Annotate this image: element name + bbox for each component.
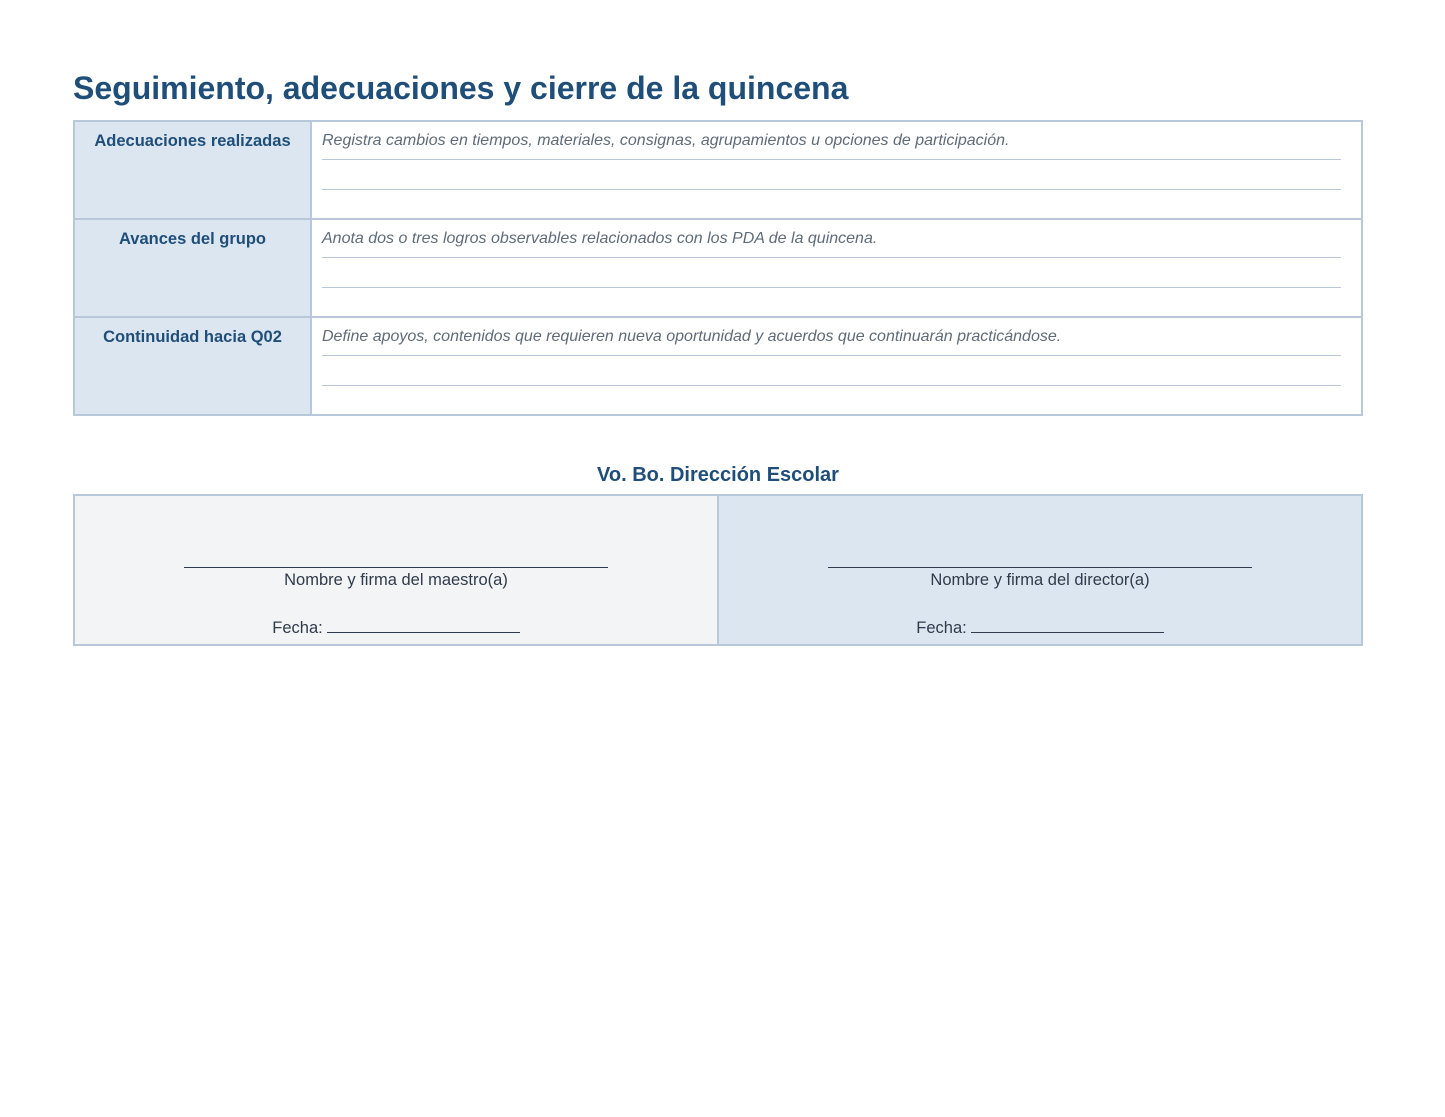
row-label-avances: Avances del grupo — [75, 220, 312, 316]
row-label-continuidad: Continuidad hacia Q02 — [75, 318, 312, 414]
row-content-continuidad[interactable] — [312, 318, 1361, 414]
director-date-field[interactable] — [971, 615, 1164, 633]
page-title: Seguimiento, adecuaciones y cierre de la quincena — [73, 70, 849, 106]
row-hint: Define apoyos, contenidos que requieren nueva oportunidad y acuerdos que continuarán practicándose. — [322, 328, 1062, 345]
teacher-date-row — [75, 615, 717, 638]
director-signature-cell[interactable] — [719, 496, 1361, 644]
director-signature-line — [828, 567, 1252, 568]
teacher-signature-label: Nombre y firma del maestro(a) — [284, 571, 508, 589]
write-line — [322, 257, 1341, 258]
director-date-row — [719, 615, 1361, 638]
write-line — [322, 189, 1341, 190]
write-line — [322, 355, 1341, 356]
teacher-date-field[interactable] — [327, 615, 520, 633]
teacher-signature-line — [184, 567, 608, 568]
row-label-adecuaciones: Adecuaciones realizadas — [75, 122, 312, 218]
signature-table — [73, 494, 1363, 646]
row-hint: Anota dos o tres logros observables relacionados con los PDA de la quincena. — [322, 230, 878, 247]
write-line — [322, 287, 1341, 288]
director-signature-label: Nombre y firma del director(a) — [930, 571, 1150, 589]
teacher-date-label: Fecha: — [272, 619, 323, 637]
followup-table — [73, 120, 1363, 416]
table-row — [75, 318, 1361, 414]
teacher-signature-cell[interactable] — [75, 496, 719, 644]
row-content-adecuaciones[interactable] — [312, 122, 1361, 218]
table-row — [75, 220, 1361, 318]
row-hint: Registra cambios en tiempos, materiales, consignas, agrupamientos u opciones de participación. — [322, 132, 1010, 149]
write-line — [322, 159, 1341, 160]
director-date-label: Fecha: — [916, 619, 967, 637]
write-line — [322, 385, 1341, 386]
approval-title: Vo. Bo. Dirección Escolar — [597, 464, 839, 486]
row-content-avances[interactable] — [312, 220, 1361, 316]
table-row — [75, 122, 1361, 220]
